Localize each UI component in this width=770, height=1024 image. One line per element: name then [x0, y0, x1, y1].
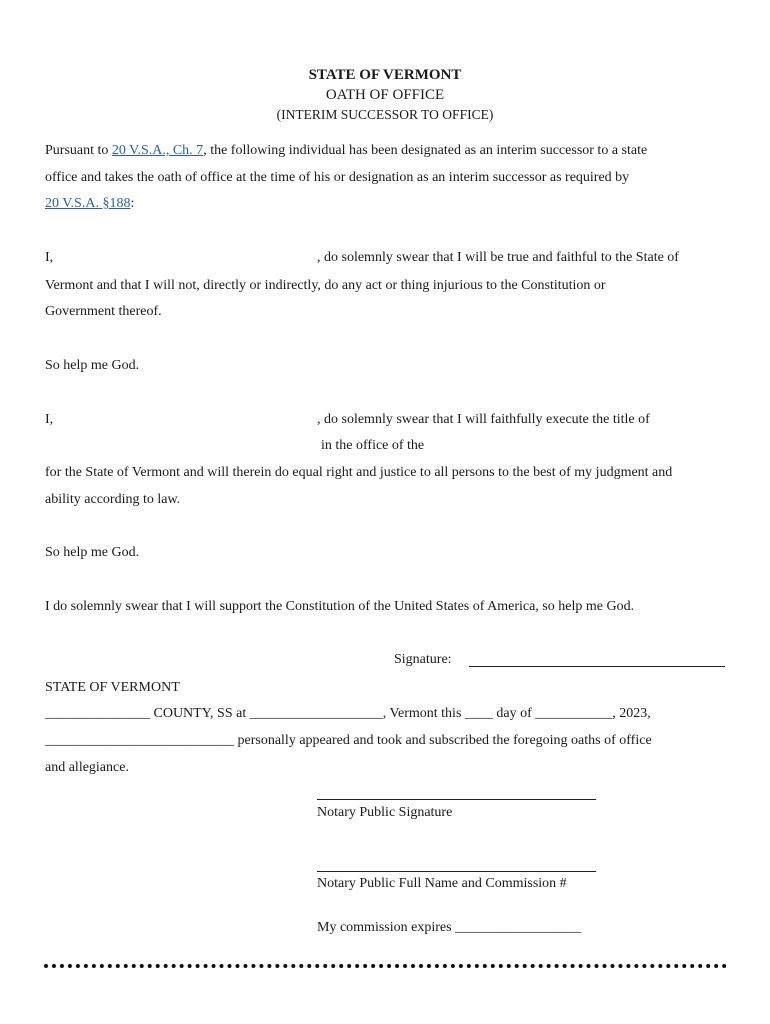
- document-subtitle-interim: (INTERIM SUCCESSOR TO OFFICE): [276, 107, 494, 122]
- so-help-me-god-2: So help me God.: [45, 545, 140, 560]
- oath1-line-1: , do solemnly swear that I will be true and faithful to the State of: [317, 250, 679, 265]
- oath2-title-field[interactable]: [60, 436, 315, 458]
- page-divider: [44, 964, 727, 968]
- oath1-line-2: Vermont and that I will not, directly or indirectly, do any act or thing injurious to the Constitution or: [45, 278, 606, 293]
- oath2-office-field[interactable]: [436, 436, 726, 458]
- notary-name-label: Notary Public Full Name and Commission #: [317, 876, 567, 891]
- signature-line[interactable]: [469, 666, 725, 667]
- intro-line-3: [45, 196, 134, 212]
- intro-line-1: [45, 143, 647, 159]
- oath1-i-label: I,: [45, 250, 54, 265]
- statute-link-ch7[interactable]: 20 V.S.A., Ch. 7: [111, 143, 204, 158]
- oath2-line-1: , do solemnly swear that I will faithfully execute the title of: [317, 412, 650, 427]
- document-subtitle: OATH OF OFFICE: [325, 87, 445, 103]
- oath2-i-label: I,: [45, 412, 54, 427]
- so-help-me-god-1: So help me God.: [45, 358, 140, 373]
- oath2-line-4: ability according to law.: [45, 492, 181, 507]
- oath1-name-field[interactable]: [60, 246, 310, 268]
- constitution-oath: I do solemnly swear that I will support the Constitution of the United States of America, so help me God.: [45, 599, 635, 614]
- notary-county-line: _______________ COUNTY, SS at ___________________, Vermont this ____ day of ___________, 2023,: [45, 706, 651, 721]
- notary-signature-label: Notary Public Signature: [317, 805, 453, 820]
- intro-line-2: office and takes the oath of office at the time of his or designation as an interim successor as required by: [45, 170, 630, 185]
- notary-state: STATE OF VERMONT: [45, 680, 180, 695]
- oath1-line-3: Government thereof.: [45, 304, 162, 319]
- oath2-line-3: for the State of Vermont and will therein do equal right and justice to all persons to the best of my judgment and: [45, 465, 673, 480]
- commission-expires: My commission expires __________________: [317, 920, 582, 935]
- intro-text-post-link: , the following individual has been designated as an interim successor to a state: [203, 143, 648, 158]
- notary-appeared-line: ___________________________ personally appeared and took and subscribed the foregoing oaths of office: [45, 733, 652, 748]
- statute-link-188[interactable]: 20 V.S.A. §188: [45, 196, 131, 211]
- intro-colon: :: [130, 196, 135, 211]
- notary-signature-line[interactable]: [317, 799, 596, 800]
- document-title: STATE OF VERMONT: [308, 67, 462, 83]
- signature-label: Signature:: [394, 652, 452, 667]
- notary-name-line[interactable]: [317, 871, 596, 872]
- oath2-name-field[interactable]: [60, 408, 310, 430]
- oath2-line-2: in the office of the: [321, 438, 425, 453]
- intro-text-pre-link: Pursuant to: [45, 143, 112, 158]
- notary-allegiance: and allegiance.: [45, 760, 129, 775]
